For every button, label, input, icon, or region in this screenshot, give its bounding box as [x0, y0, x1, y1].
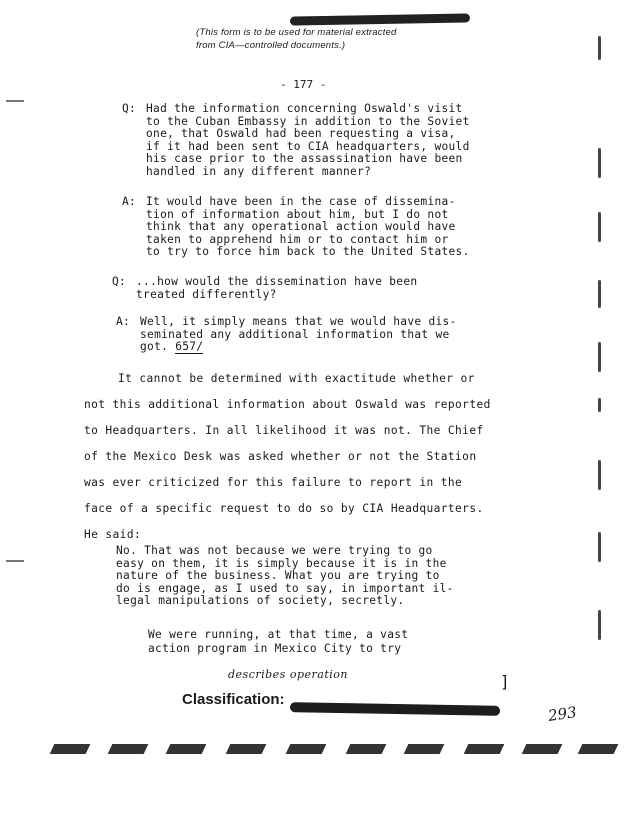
quote-line: legal manipulations of society, secretly. — [116, 594, 405, 608]
qa-line: got. — [140, 340, 169, 354]
quote-line: No. That was not because we were trying to go — [116, 544, 433, 557]
qa-line: handled in any different manner? — [146, 164, 372, 178]
quote-line: nature of the business. What you are trying to — [116, 569, 440, 583]
footnote-ref: 657/ — [175, 340, 204, 354]
qa-line: taken to apprehend him or to contact him or — [146, 232, 449, 246]
qa-line: treated differently? — [136, 287, 277, 301]
hatch-stripe — [50, 744, 91, 754]
paragraph-line: of the Mexico Desk was asked whether or not the Station — [84, 450, 477, 463]
body-paragraph — [84, 366, 491, 548]
quote-line: action program in Mexico City to try — [148, 642, 402, 655]
page-number: - 177 - — [280, 78, 327, 91]
qa-line: ...how would the dissemination have been — [136, 275, 418, 288]
paragraph-line: was ever criticized for this failure to report in the — [84, 476, 463, 489]
qa-line: It would have been in the case of dissemina- — [146, 195, 456, 208]
qa-line: think that any operational action would have — [146, 220, 456, 234]
redaction-bar-classification — [290, 702, 500, 716]
qa-line: Well, it simply means that we would have dis- — [140, 315, 457, 328]
hatch-stripe — [286, 744, 327, 754]
qa-line: tion of information about him, but I do not — [146, 207, 449, 221]
qa-line: to try to force him back to the United States. — [146, 245, 470, 259]
margin-scan-mark — [598, 36, 601, 60]
qa-line: Had the information concerning Oswald's visit — [146, 102, 463, 115]
qa-line: to the Cuban Embassy in addition to the Soviet — [146, 114, 470, 128]
paragraph-line: to Headquarters. In all likelihood it was not. The Chief — [84, 424, 484, 437]
form-note-line2: from CIA—controlled documents.) — [196, 40, 346, 51]
form-note — [196, 26, 496, 52]
margin-scan-mark — [598, 280, 601, 308]
qa-block-3 — [112, 275, 516, 301]
paragraph-line: not this additional information about Oswald was reported — [84, 398, 491, 411]
hatch-stripe — [464, 744, 505, 754]
left-margin-smudge — [6, 560, 24, 562]
quotation — [116, 545, 496, 608]
margin-scan-mark — [598, 342, 601, 372]
quotation-continued — [148, 628, 448, 656]
quote-line: do is engage, as I used to say, in important il- — [116, 581, 454, 595]
margin-scan-mark — [598, 532, 601, 562]
margin-scan-mark — [598, 398, 601, 412]
bracket-mark: ] — [500, 672, 510, 691]
hatch-stripe — [108, 744, 149, 754]
qa-block-4 — [116, 315, 520, 354]
qa-tag: Q: — [122, 102, 137, 115]
classification-label: Classification: — [182, 691, 285, 708]
paragraph-line: It cannot be determined with exactitude whether or — [118, 372, 475, 385]
qa-tag: A: — [122, 195, 137, 208]
paragraph-line: He said: — [84, 528, 142, 541]
hatch-stripe — [226, 744, 267, 754]
margin-scan-mark — [598, 460, 601, 490]
handwritten-page-code: 293 — [546, 703, 578, 725]
handwritten-note: describes operation — [228, 668, 348, 681]
hatch-stripe — [346, 744, 387, 754]
margin-scan-mark — [598, 212, 601, 242]
hatch-stripe — [522, 744, 563, 754]
hatch-stripe — [404, 744, 445, 754]
qa-line: seminated any additional information that we — [140, 327, 450, 341]
margin-scan-mark — [598, 610, 601, 640]
margin-scan-mark — [598, 148, 601, 178]
paragraph-line: face of a specific request to do so by CIA Headquarters. — [84, 502, 484, 515]
left-margin-smudge — [6, 100, 24, 102]
qa-line-last — [140, 341, 520, 354]
quote-line: We were running, at that time, a vast — [148, 628, 409, 641]
qa-tag: A: — [116, 315, 131, 328]
hatch-stripe — [578, 744, 619, 754]
footer-hatch-stripes — [52, 744, 612, 764]
redaction-bar-top — [290, 13, 470, 25]
qa-line: his case prior to the assassination have been — [146, 152, 463, 166]
hatch-stripe — [166, 744, 207, 754]
qa-line: one, that Oswald had been requesting a visa, — [146, 127, 456, 141]
form-note-line1: (This form is to be used for material extracted — [196, 27, 397, 38]
qa-line: if it had been sent to CIA headquarters, would — [146, 139, 470, 153]
quote-line: easy on them, it is simply because it is in the — [116, 556, 447, 570]
qa-block-2 — [122, 195, 526, 259]
qa-block-1 — [122, 102, 526, 179]
qa-tag: Q: — [112, 275, 127, 288]
